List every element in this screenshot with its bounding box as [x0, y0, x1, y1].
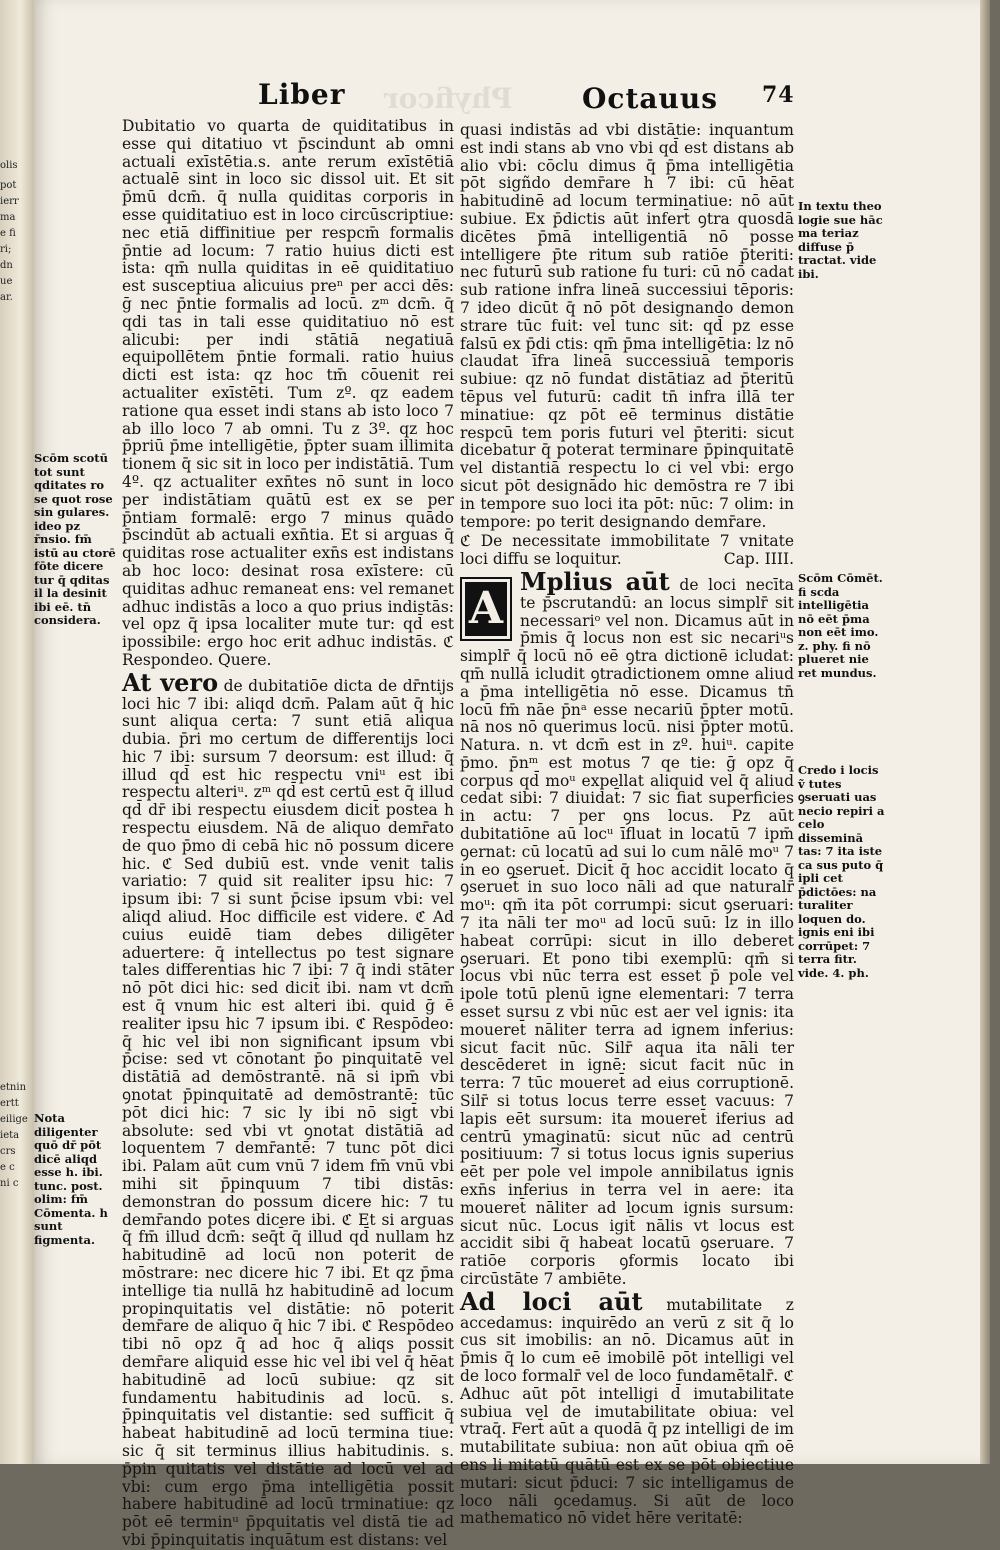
left-page-edge — [0, 0, 34, 1464]
margin-note-right: Credo i locis ṽ tutes ꝯseruati uas necio repiri a celo disseminā tas: 7 ita iste ca sus puto q̄ ipli cet p̄dictōes: na turaliter loquen do. ignis eni ibi corrūpet: 7 terra fitr. vide. 4. ph. — [798, 763, 885, 980]
left-page-fragment: olis — [0, 160, 18, 171]
chapter-heading — [460, 533, 794, 569]
left-page-fragment: e c — [0, 1162, 15, 1173]
left-text-column — [122, 117, 454, 1549]
left-page-fragment: ieta — [0, 1130, 20, 1141]
left-page-fragment: e fi — [0, 228, 16, 239]
right-text-column — [460, 121, 794, 1528]
left-page-fragment: ar. — [0, 292, 13, 303]
decorated-initial-icon: A — [460, 577, 512, 641]
chapter-title: ℭ De necessitate immobilitate 7 vnitate loci diffu se loquitur. — [460, 532, 794, 569]
folio-number: 74 — [762, 82, 795, 108]
left-page-fragment: etnin — [0, 1082, 27, 1093]
left-page-fragment: pot — [0, 180, 17, 191]
margin-note-left: Scōm scotū tot sunt qditates ro se quot rose sin gulares. ideo pz r̄nsio. fm̄ istū au ctorē fōte dicere tur q̄ qditas il la desinit ibi eē. tn̄ considera. — [34, 451, 116, 627]
section-initial-words: At vero — [122, 667, 219, 697]
left-page-fragment: ni c — [0, 1178, 19, 1189]
paragraph — [460, 566, 794, 1289]
paragraph-text: de dubitatiōe dicta de dr̄ntijs loci hic 7 ibi: aliqd dcm̄. Palam aūt q̄ hic sunt aliqua certa: 7 sunt etiā aliqua dubia. p̄ri mo certum de differentijs loci hic 7 ibi: sursum 7 deorsum: est illud: q̄ illud qd̄ est hic respectu vniᵘ est ibi respectu alteriᵘ. zᵐ qd̄ est certū est q̄ illud qd̄ dr̄ ibi respectu eiusdem dicit̄ postea h respectu eiusdem. Nā de aliquo demr̄ato de quo p̄mo di cebā hic nō possum dicere hic. ℭ Sed dubiū est. vnde venit talis variatio: 7 quid sit realiter ipsu hic: 7 ipsum ibi: 7 si sunt p̄cise ipsum vbi: vel aliqd aliud. Hoc difficile est videre. ℭ Ad cuius euidē tiam debes diligēter aduertere: q̄ intellectus po test signare tales differentias hic 7 ibi: 7 q̄ indi stāter nō pōt dici hic: sed dicit̄ ibi. nam vt dcm̄ est q̄ vnum hic est alteri ibi. quid ḡ ē realiter ipsu hic 7 ipsum ibi. ℭ Respōdeo: q̄ hic vel ibi non significant ipsum vbi p̄cise: sed vt cōnotant p̄o pinquitatē vel distātiā ad demōstrantē. nā si ipm̄ vbi ꝯnotat p̄pinquitatē ad demōstrantē: tūc pōt dici hic: 7 sic ly ibi nō sigt̄ vbi absolute: sed vbi vt ꝯnotat distātiā ad loquentem 7 demr̄antē: 7 tunc pōt dici ibi. Palam aūt cum vnū 7 idem fm̄ vnū vbi mihi sit p̄pinquum 7 tibi distās: demonstran do possum dicere hic: 7 tu demr̄ando potes dicere ibi. ℭ Et si arguas q̄ fm̄ illud dcm̄: seq̄t̄ q̄ illud qd̄ nullam hz habitudinē ad locū non poterit de mōstrare: nec dicere hic 7 ibi. Et qz p̄ma intellige tia nullā hz habitudinē ad locum propinquitatis vel distātie: nō poterit demr̄are de aliquo q̄ hic 7 ibi. ℭ Respōdeo tibi nō opz q̄ ad hoc q̄ aliqs possit demr̄are aliquid esse hic vel ibi vel q̄ hēat habitudinē ad locū subiue: qz sit fundamentu habitudinis ad locū. s. p̄pinquitatis vel distantie: sed sufficit q̄ habeat habitudinē ad locū termina tiue: sic q̄ sit terminus illius habitudinis. s. p̄pin quitatis vel distātie ad locū vel ad vbi: cum ergo p̄ma intelligētia possit habere habitudinē ad locū trminatiue: qz pōt eē terminᵘ p̄pquitatis vel distā tie ad vbi p̄pinquitatis inquātum est distans: vel — [122, 676, 454, 1549]
book-page — [34, 0, 990, 1549]
page-edge-shadow — [980, 0, 990, 1464]
running-head-right: Octauus — [582, 82, 718, 115]
running-head-left: Liber — [258, 78, 346, 111]
paragraph: Dubitatio vo quarta de quiditatibus in esse qui ditatiuo vt p̄scindunt ab omni actuali exīstētia.s. ante rerum exīstētiā actualē sint in loco sic dissol uit. Et sit p̄mū dcm̄. q̄ nulla quiditas corporis in esse quiditatiuo est in loco circūscriptiue: nec etiā diffinitiue per respcm̄ formalis p̄ntie ad locum: 7 ratio huius dicti est ista: qm̄ nulla quiditas in eē quiditatiuo est susceptiua alicuius preⁿ per acci dēs: ḡ nec p̄ntie formalis ad locū. zᵐ dcm̄. q̄ qdi tas in tali esse quiditatiuo nō est alicubi: per indi stātiā negatiuā equipollētem p̄ntie formali. ratio huius dicti est ista: qz hoc tm̄ cōuenit rei actualiter exīstēti. Tum zº. qz eadem ratione qua esset indi stans ab isto loco 7 ab illo loco 7 ab omni. Tu z 3º. qz hoc p̄priū p̄me intelligētie, p̄pter suam illimita tionem q̄ sic sit in loco per indistātiā. Tum 4º. qz actualiter exn̄tes nō sunt in loco per indistātiam quātū est ex se per p̄ntiam formalē: ergo 7 minus quādo p̄scindūt ab actuali exn̄tia. Et si arguas q̄ quiditas rose actualiter exn̄s est indistans ab hoc loco: desinat rosa exīstere: cū quiditas adhuc remaneat ens: vel remanet adhuc indistās a loco a quo prius indistās: vel opz q̄ ipsa localiter mute tur: qd̄ est ipossibile: ergo hoc erit adhuc indistās. ℭ Respondeo. Quere. — [122, 117, 454, 669]
left-page-fragment: ue — [0, 276, 13, 287]
left-page-fragment: ri; — [0, 244, 12, 255]
left-page-fragment: crs — [0, 1146, 16, 1157]
margin-note-right: In textu theo logie sue hāc ma teriaz diffuse p̄ tractat. vide ibi. — [798, 199, 883, 281]
chapter-number: Cap. IIII. — [723, 550, 794, 569]
section-initial-words: Ad loci aūt — [460, 1286, 643, 1316]
left-page-fragment: eilige — [0, 1114, 28, 1125]
left-page-fragment: ma — [0, 212, 16, 223]
paragraph-text: de loci necīta te p̄scrutandū: an locus simplr̄ sit necessariᵒ vel non. Dicamus aūt in p̄mis q̄ locus non est sic necariᵘs simplr̄ q̄ locū nō eē ꝯtra dictionē icludat: qm̄ nullā icludit ꝯtradictionem omne aliud a p̄ma intelligētia nō esse. Dicamus tn̄ locū fm̄ nāe p̄nᵃ esse necariū p̄pter motū. nā nos nō querimus locū. nisi p̄pter motū. Natura. n. vt dcm̄ est in zº. huiᵘ. capite p̄mo. p̄nᵐ est motus 7 qe tie: ḡ opz q̄ corpus qd̄ moᵘ expellat aliquid vel q̄ aliud cedat sibi: 7 diuidat̄: 7 sic fiat superficies in actu: 7 per ꝯns locus. Pz aūt dubitatiōne aū locᵘ īfluat in locatū 7 ipm̄ ꝯernat: cū locatū ad sui lo cum nālē moᵘ 7 in eo ꝯseruet̄. Dicit̄ q̄ hoc accidit locato q̄ ꝯseruet̄ in suo loco nāli ad que naturalr̄ moᵘ: qm̄ ita pōt corrumpi: sicut ꝯseruari: 7 ita nāli ter moᵘ ad locū suū: lz in illo habeat corrūpi: sicut in illo deberet ꝯseruari. Et pono tibi exemplū: qm̄ si locus vbi nūc terra est esset p̄ pole vel ipole totū plenū igne elementari: 7 terra esset sursu z vbi nūc est aer vel ignis: ita moueret̄ nāliter terra ad ignem inferius: sicut facit nūc. Silr̄ aqua ita nāli ter descēderet in ignē: sicut facit nūc in terra: 7 tūc moueret̄ ad eius corruptionē. Silr̄ si totus locus terre esset vacuus: 7 lapis eēt sursum: ita moueret̄ iferius ad centrū ymaginatū: sicut nūc ad centrū positiuum: 7 si totus locus ignis superius eēt per pole vel impole annibilatus ignis exn̄s inferius in terra vel in aere: ita moueret̄ nāliter ad locum ignis sursum: sicut nūc. Locus igit̄ nālis vt locus est accidit sibi q̄ habeat locatū ꝯseruare. 7 ratiōe corporis ꝯformis locato ibi circūstāte 7 ambiēte. — [460, 575, 794, 1288]
margin-note-left: Nota diligenter quō dr̄ pōt dicē aliqd esse h. ibi. tunc. post. olim: fm̄ Cōmenta. h sunt figmenta. — [34, 1111, 108, 1247]
section-initial-words: Mplius aūt — [520, 566, 670, 596]
paragraph — [122, 667, 454, 1550]
paragraph-text: mutabilitate z accedamus: inquirēdo an verū z sit q̄ lo cus sit imobilis: an nō. Dicamus aūt in p̄mis q̄ lo cum eē imobilē pōt intelligi vel de loco formalr̄ vel de loco fundamētalr̄. ℭ Adhuc aūt pōt intelligi d̄ imutabilitate subiua vel de imutabilitate obiua: vel vtraq̄. Fert̄ aūt a quodā q̄ pz intelligi de im mutabilitate subiua: non aūt obiua qm̄ oē ens li mitatū quātū est ex se pōt obiectiue mutari: sicut p̄duci: 7 sic intelligamus de loco nāli ꝯcedamus. Si aūt de loco mathematico nō videt̄ hēre veritatē: — [460, 1295, 794, 1528]
paragraph — [460, 1286, 794, 1528]
left-page-fragment: ertt — [0, 1098, 19, 1109]
left-page-fragment: dn — [0, 260, 13, 271]
left-page-fragment: ierr — [0, 196, 19, 207]
paragraph: quasi indistās ad vbi distātie: inquantum est indi stans ab vno vbi qd̄ est distans ab alio vbi: cōclu dimus q̄ p̄ma intelligētia pōt sigñdo demr̄are h 7 ibi: cū hēat habitudinē ad locum terminatiue: nō aūt subiue. Ex p̄dictis aūt infert̄ ꝯtra quosdā dicētes p̄mā intelligentiā nō posse intelligere p̄te ritum sub ratiōe p̄teriti: nec futurū sub ratione fu turi: cū nō cadat sub ratione infra lineā successiui tēporis: 7 ideo dicūt q̄ nō pōt designando demon strare tūc fuit: vel tunc sit: qd̄ pz esse falsū ex p̄di ctis: qm̄ p̄ma intelligētia: lz nō claudat īfra lineā successiuā temporis subiue: qz nō fundat distātiaz ad p̄teritū tēpus vel futurū: cadit tn̄ infra illā ter minatiue: qz pōt eē terminus distātie respcū tem poris futuri vel p̄teriti: sicut dicebatur q̄ poterat terminare p̄pinquitatē vel distantiā respectu lo ci vel vbi: ergo sicut pōt designādo hic demōstra re 7 ibi in tempore suo loci ita pōt: nūc: 7 olim: in tempore: po terit designando demr̄are. — [460, 121, 794, 531]
margin-note-right: Scōm Cōmēt. fi scda intelligētia nō eēt p̄ma non eēt imo. z. phy. fi nō plueret nie ret mundus. — [798, 571, 883, 680]
show-through-heading: Phyficor — [384, 82, 513, 115]
